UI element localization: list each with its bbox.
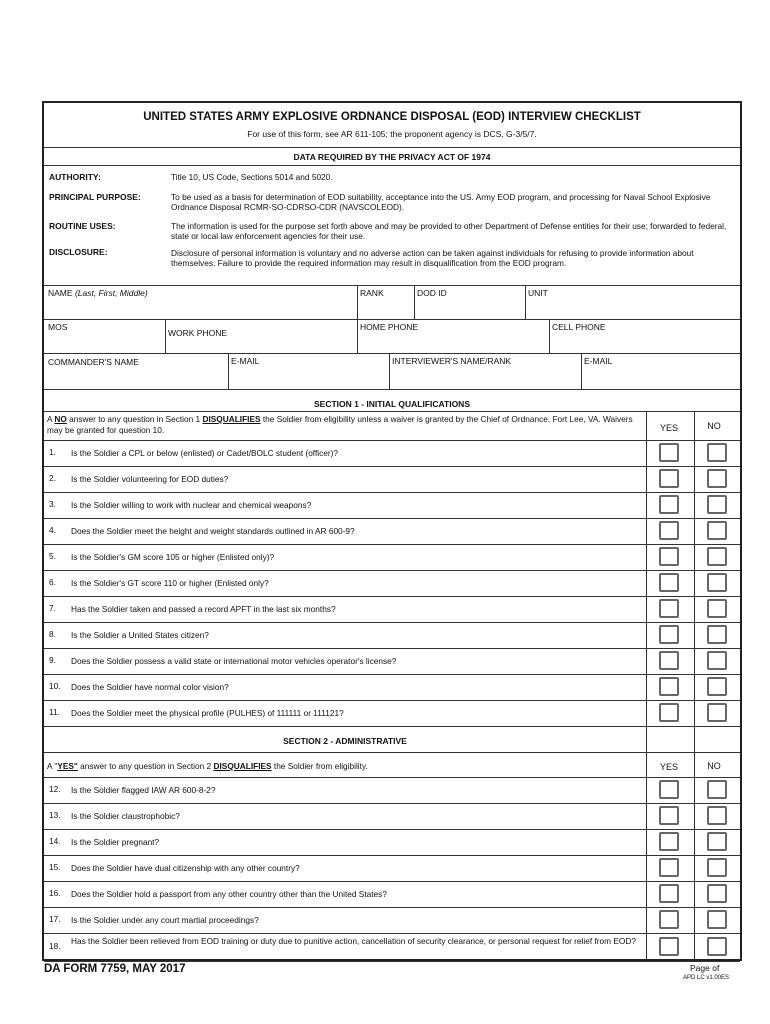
- question-text: Is the Soldier claustrophobic?: [71, 811, 180, 821]
- divider: [44, 961, 740, 962]
- section2-instructions: A "YES" answer to any question in Section 2 DISQUALIFIES the Soldier from eligibility.: [47, 761, 368, 771]
- divider: [228, 353, 229, 389]
- question-number: 17.: [49, 914, 61, 924]
- eod-interview-form: [42, 101, 742, 961]
- question-text: Is the Soldier willing to work with nuclear and chemical weapons?: [71, 500, 312, 510]
- question-text: Is the Soldier flagged IAW AR 600-8-2?: [71, 785, 216, 795]
- divider: [44, 285, 740, 286]
- disclosure-text: Disclosure of personal information is voluntary and no adverse action can be taken against individuals for refusing to provide information about themselves. Failure to provide the required information may result in disqualification from the EOD program.: [171, 248, 694, 268]
- no-checkbox[interactable]: [707, 573, 727, 592]
- yes-checkbox[interactable]: [659, 780, 679, 799]
- yes-checkbox[interactable]: [659, 832, 679, 851]
- divider: [581, 353, 582, 389]
- divider: [414, 285, 415, 319]
- question-text: Does the Soldier have dual citizenship with any other country?: [71, 863, 300, 873]
- yes-checkbox[interactable]: [659, 937, 679, 956]
- question-number: 14.: [49, 836, 61, 846]
- divider: [44, 726, 740, 727]
- no-checkbox[interactable]: [707, 910, 727, 929]
- divider: [44, 752, 740, 753]
- divider: [389, 353, 390, 389]
- question-text: Is the Soldier under any court martial proceedings?: [71, 915, 259, 925]
- section2-no-header: NO: [707, 761, 721, 771]
- divider: [44, 648, 740, 649]
- divider: [44, 570, 740, 571]
- section1-heading: SECTION 1 - INITIAL QUALIFICATIONS: [314, 399, 470, 409]
- question-number: 12.: [49, 784, 61, 794]
- no-checkbox[interactable]: [707, 858, 727, 877]
- question-number: 3.: [49, 499, 56, 509]
- apd-version: APD LC v1.00ES: [683, 975, 730, 981]
- divider: [357, 285, 358, 319]
- question-text: Is the Soldier's GT score 110 or higher (Enlisted only?: [71, 578, 269, 588]
- yes-checkbox[interactable]: [659, 469, 679, 488]
- divider: [44, 829, 740, 830]
- no-checkbox[interactable]: [707, 495, 727, 514]
- divider: [44, 411, 740, 412]
- divider: [44, 855, 740, 856]
- divider: [44, 440, 740, 441]
- purpose-label: PRINCIPAL PURPOSE:: [49, 192, 141, 202]
- form-title: UNITED STATES ARMY EXPLOSIVE ORDNANCE DISPOSAL (EOD) INTERVIEW CHECKLIST: [143, 111, 641, 123]
- commander-name-field-label: COMMANDER'S NAME: [48, 357, 139, 367]
- question-number: 10.: [49, 681, 61, 691]
- yes-checkbox[interactable]: [659, 858, 679, 877]
- no-checkbox[interactable]: [707, 521, 727, 540]
- no-checkbox[interactable]: [707, 884, 727, 903]
- section2-yes-header: YES: [659, 762, 678, 772]
- section2-heading: SECTION 2 - ADMINISTRATIVE: [283, 736, 407, 746]
- yes-checkbox[interactable]: [659, 599, 679, 618]
- divider: [525, 285, 526, 319]
- yes-checkbox[interactable]: [659, 884, 679, 903]
- divider: [44, 803, 740, 804]
- question-text: Is the Soldier a CPL or below (enlisted) or Cadet/BOLC student (officer)?: [71, 448, 339, 458]
- question-number: 1.: [49, 447, 56, 457]
- question-text: Does the Soldier hold a passport from any other country other than the United States?: [71, 889, 387, 899]
- divider: [44, 466, 740, 467]
- rank-field-label: RANK: [360, 288, 384, 298]
- question-text: Is the Soldier's GM score 105 or higher (Enlisted only)?: [71, 552, 275, 562]
- name-field-label: NAME (Last, First, Middle): [48, 288, 148, 298]
- divider: [44, 147, 740, 148]
- no-checkbox[interactable]: [707, 599, 727, 618]
- purpose-text: To be used as a basis for determination of EOD suitability, acceptance into the US. Army EOD program, and processing for Naval School Explosive Ordnance Disposal RCMR-SO-CDRSO-CDR (NAVSCOLEOD).: [171, 192, 711, 212]
- question-number: 15.: [49, 862, 61, 872]
- yes-checkbox[interactable]: [659, 573, 679, 592]
- section1-instructions: A NO answer to any question in Section 1 DISQUALIFIES the Soldier from eligibility unless a waiver is granted by the Chief of Ordnance, Fort Lee, VA. Waivers may be granted for question 10.: [47, 414, 633, 435]
- question-text: Has the Soldier been relieved from EOD training or duty due to punitive action, cancellation of security clearance, or personal request for relief from EOD?: [71, 936, 636, 946]
- yes-checkbox[interactable]: [659, 625, 679, 644]
- question-text: Does the Soldier meet the physical profile (PULHES) of 111111 or 111121?: [71, 708, 344, 718]
- question-number: 5.: [49, 551, 56, 561]
- question-text: Does the Soldier meet the height and weight standards outlined in AR 600-9?: [71, 526, 355, 536]
- commander-email-field-label: E-MAIL: [231, 356, 260, 366]
- interviewer-field-label: INTERVIEWER'S NAME/RANK: [392, 356, 512, 366]
- question-number: 2.: [49, 473, 56, 483]
- no-checkbox[interactable]: [707, 806, 727, 825]
- yes-checkbox[interactable]: [659, 703, 679, 722]
- divider: [694, 411, 695, 959]
- yes-checkbox[interactable]: [659, 521, 679, 540]
- question-number: 18.: [49, 941, 61, 951]
- question-number: 13.: [49, 810, 61, 820]
- question-text: Is the Soldier pregnant?: [71, 837, 160, 847]
- divider: [549, 319, 550, 353]
- routine-uses-text: The information is used for the purpose set forth above and may be provided to other Department of Defense entities for their use; forwarded to federal, state or local law enforcement agencies for their use.: [171, 221, 727, 241]
- divider: [44, 700, 740, 701]
- no-checkbox[interactable]: [707, 703, 727, 722]
- divider: [44, 518, 740, 519]
- divider: [646, 411, 647, 959]
- divider: [44, 674, 740, 675]
- question-text: Is the Soldier volunteering for EOD duties?: [71, 474, 229, 484]
- question-text: Does the Soldier possess a valid state or international motor vehicles operator's license?: [71, 656, 397, 666]
- yes-checkbox[interactable]: [659, 910, 679, 929]
- divider: [44, 933, 740, 934]
- question-text: Has the Soldier taken and passed a record APFT in the last six months?: [71, 604, 336, 614]
- no-checkbox[interactable]: [707, 780, 727, 799]
- yes-checkbox[interactable]: [659, 677, 679, 696]
- work-phone-field-label: WORK PHONE: [168, 328, 228, 338]
- cell-phone-field-label: CELL PHONE: [552, 322, 606, 332]
- section1-yes-header: YES: [659, 423, 678, 433]
- divider: [44, 319, 740, 320]
- no-checkbox[interactable]: [707, 832, 727, 851]
- no-checkbox[interactable]: [707, 547, 727, 566]
- divider: [44, 389, 740, 390]
- no-checkbox[interactable]: [707, 677, 727, 696]
- divider: [44, 165, 740, 166]
- divider: [44, 353, 740, 354]
- divider: [165, 319, 166, 353]
- disclosure-label: DISCLOSURE:: [49, 247, 108, 257]
- question-number: 8.: [49, 629, 56, 639]
- question-number: 16.: [49, 888, 61, 898]
- home-phone-field-label: HOME PHONE: [360, 322, 419, 332]
- divider: [44, 881, 740, 882]
- mos-field-label: MOS: [48, 322, 68, 332]
- authority-label: AUTHORITY:: [49, 172, 101, 182]
- no-checkbox[interactable]: [707, 651, 727, 670]
- divider: [44, 596, 740, 597]
- no-checkbox[interactable]: [707, 469, 727, 488]
- privacy-heading: DATA REQUIRED BY THE PRIVACY ACT OF 1974: [293, 152, 491, 162]
- divider: [357, 319, 358, 353]
- question-number: 11.: [49, 707, 60, 717]
- divider: [44, 544, 740, 545]
- form-subtitle: For use of this form, see AR 611-105; the proponent agency is DCS, G-3/5/7.: [247, 129, 537, 139]
- divider: [44, 907, 740, 908]
- divider: [44, 622, 740, 623]
- no-checkbox[interactable]: [707, 937, 727, 956]
- question-number: 9.: [49, 655, 56, 665]
- page-indicator: Page of: [690, 963, 720, 973]
- no-checkbox[interactable]: [707, 625, 727, 644]
- divider: [44, 777, 740, 778]
- question-number: 7.: [49, 603, 56, 613]
- authority-text: Title 10, US Code, Sections 5014 and 5020.: [171, 172, 333, 182]
- question-number: 4.: [49, 525, 56, 535]
- routine-uses-label: ROUTINE USES:: [49, 221, 116, 231]
- yes-checkbox[interactable]: [659, 547, 679, 566]
- yes-checkbox[interactable]: [659, 651, 679, 670]
- question-text: Is the Soldier a United States citizen?: [71, 630, 209, 640]
- question-text: Does the Soldier have normal color vision?: [71, 682, 229, 692]
- section1-no-header: NO: [707, 421, 721, 431]
- interviewer-email-field-label: E-MAIL: [584, 356, 613, 366]
- form-number: DA FORM 7759, MAY 2017: [44, 963, 186, 975]
- unit-field-label: UNIT: [528, 288, 548, 298]
- yes-checkbox[interactable]: [659, 495, 679, 514]
- divider: [44, 492, 740, 493]
- yes-checkbox[interactable]: [659, 443, 679, 462]
- dod-id-field-label: DOD ID: [417, 288, 447, 298]
- yes-checkbox[interactable]: [659, 806, 679, 825]
- question-number: 6.: [49, 577, 56, 587]
- no-checkbox[interactable]: [707, 443, 727, 462]
